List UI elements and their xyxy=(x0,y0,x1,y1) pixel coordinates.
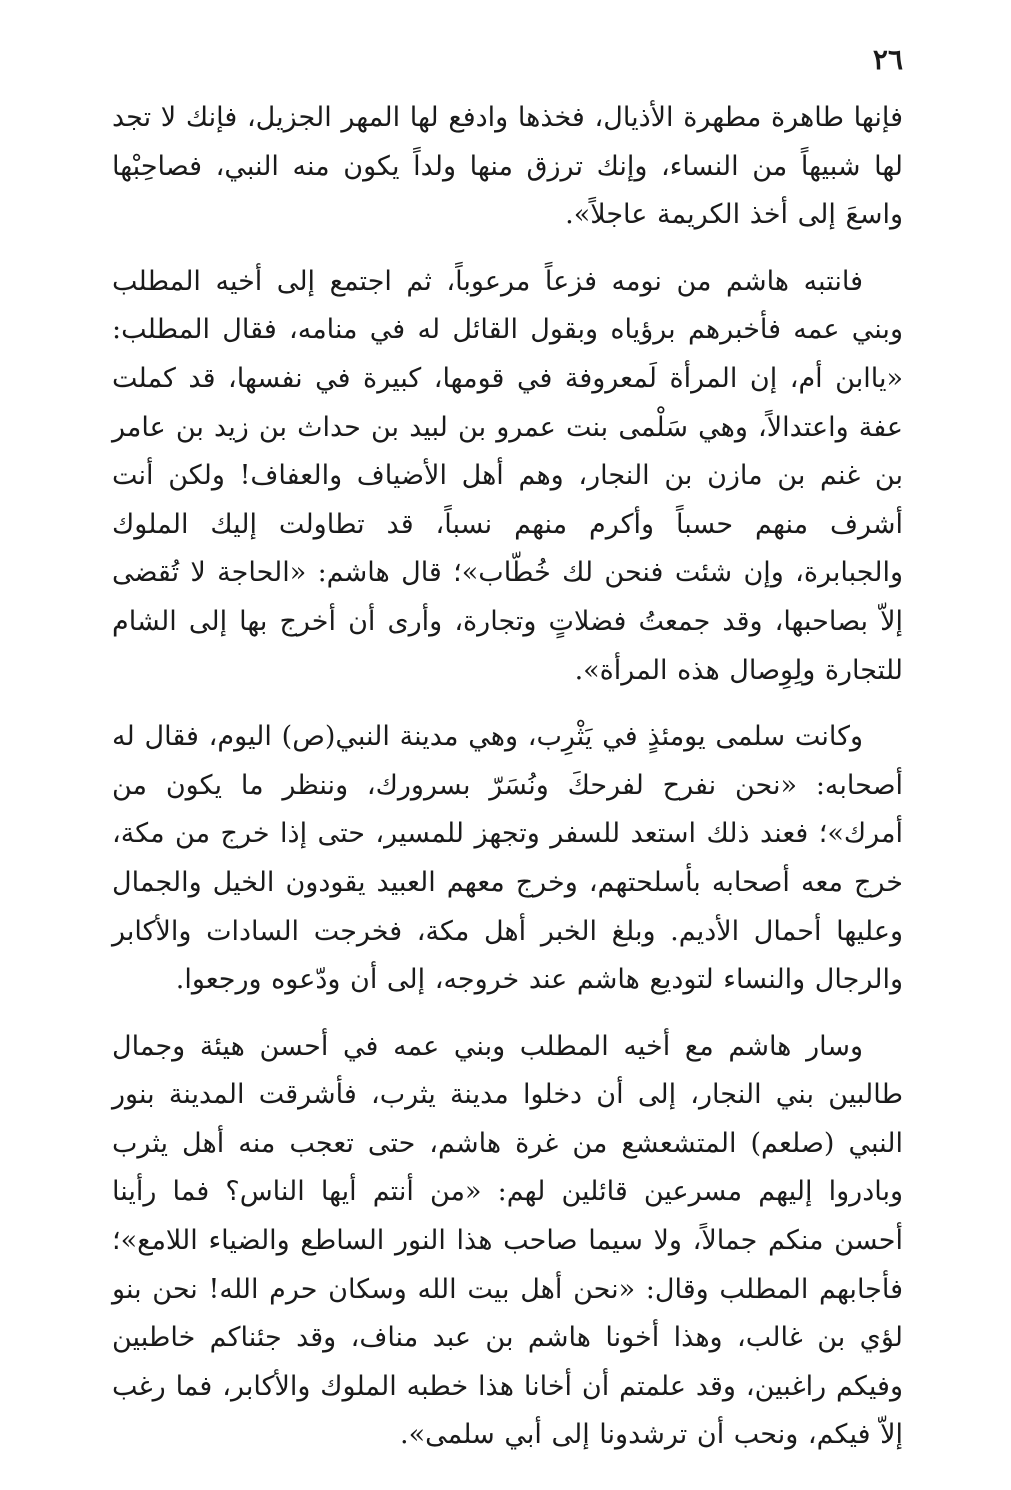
paragraph-4: وسار هاشم مع أخيه المطلب وبني عمه في أحسن هيئة وجمال طالبين بني النجار، إلى أن دخلوا مدينة يثرب، فأشرقت المدينة بنور النبي (صلعم) المتشعشع من غرة هاشم، حتى تعجب منه أهل يثرب وبادروا إليهم مسرعين قائلين لهم: «من أنتم أيها الناس؟ فما رأينا أحسن منكم جمالاً، ولا سيما صاحب هذا النور الساطع والضياء اللامع»؛ فأجابهم المطلب وقال: «نحن أهل بيت الله وسكان حرم الله! نحن بنو لؤي بن غالب، وهذا أخونا هاشم بن عبد مناف، وقد جئناكم خاطبين وفيكم راغبين، وقد علمتم أن أخانا هذا خطبه الملوك والأكابر، فما رغب إلاّ فيكم، ونحب أن ترشدونا إلى أبي سلمى». xyxy=(112,1030,903,1451)
page-number: ٢٦ xyxy=(872,43,903,76)
paragraph-2: فانتبه هاشم من نومه فزعاً مرعوباً، ثم اجتمع إلى أخيه المطلب وبني عمه فأخبرهم برؤياه وبقول القائل له في منامه، فقال المطلب: «ياابن أم، إن المرأة لَمعروفة في قومها، كبيرة في نفسها، قد كملت عفة واعتدالاً، وهي سَلْمى بنت عمرو بن لبيد بن حداث بن زيد بن عامر بن غنم بن مازن بن النجار، وهم أهل الأضياف والعفاف! ولكن أنت أشرف منهم حسباً وأكرم منهم نسباً، قد تطاولت إليك الملوك والجبابرة، وإن شئت فنحن لك خُطّاب»؛ قال هاشم: «الحاجة لا تُقضى إلاّ بصاحبها، وقد جمعتُ فضلاتٍ وتجارة، وأرى أن أخرج بها إلى الشام للتجارة ولِوِصال هذه المرأة». xyxy=(112,265,903,686)
paragraph-1: فإنها طاهرة مطهرة الأذيال، فخذها وادفع لها المهر الجزيل، فإنك لا تجد لها شبيهاً من النساء، وإنك ترزق منها ولداً يكون منه النبي، فصاحِبْها واسعَ إلى أخذ الكريمة عاجلاً». xyxy=(112,102,903,231)
paragraph-3: وكانت سلمى يومئذٍ في يَثْرِب، وهي مدينة النبي(ص) اليوم، فقال له أصحابه: «نحن نفرح لفرحكَ ونُسَرّ بسرورك، وننظر ما يكون من أمرك»؛ فعند ذلك استعد للسفر وتجهز للمسير، حتى إذا خرج من مكة، خرج معه أصحابه بأسلحتهم، وخرج معهم العبيد يقودون الخيل والجمال وعليها أحمال الأديم. وبلغ الخبر أهل مكة، فخرجت السادات والأكابر والرجال والنساء لتوديع هاشم عند خروجه، إلى أن ودّعوه ورجعوا. xyxy=(112,721,903,996)
